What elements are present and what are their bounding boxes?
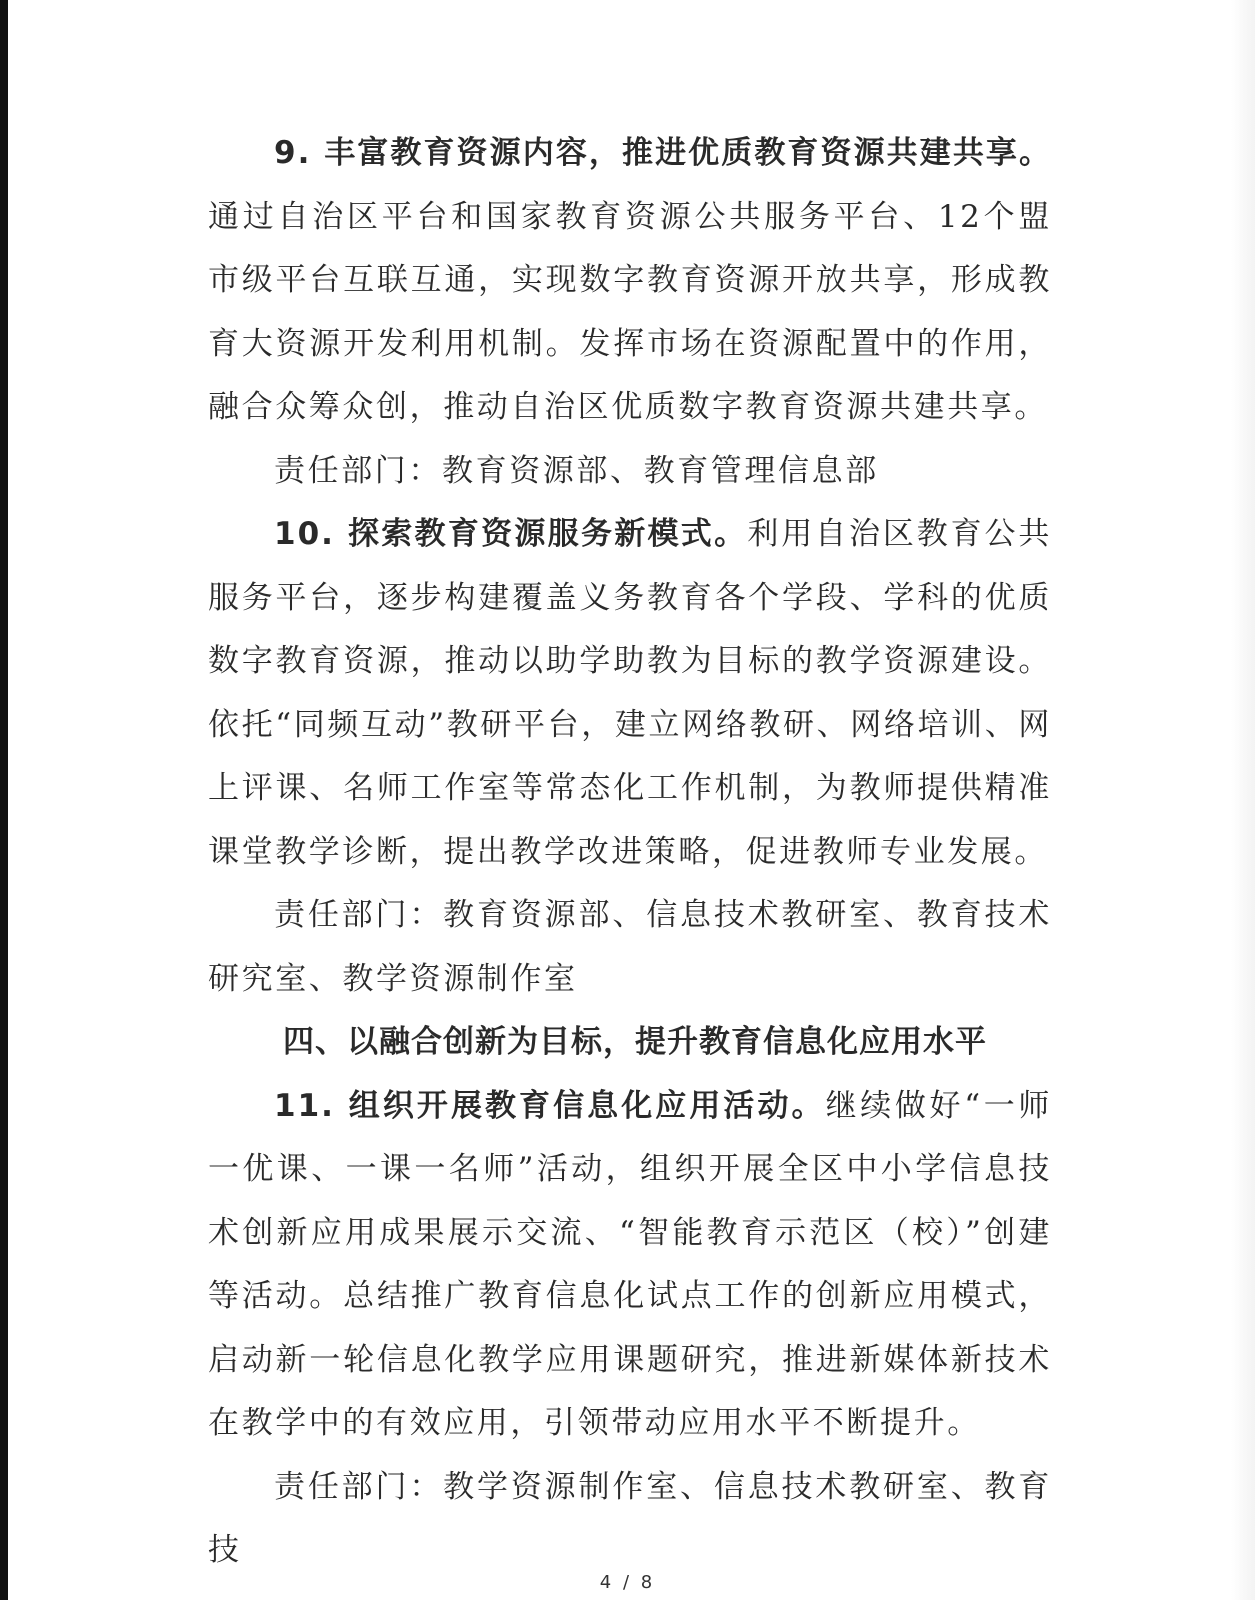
- item-10-responsible: 责任部门：教育资源部、信息技术教研室、教育技术研究室、教学资源制作室: [208, 897, 1052, 997]
- item-11-body: 继续做好“一师一优课、一课一名师”活动，组织开展全区中小学信息技术创新应用成果展示交流、“智能教育示范区（校）”创建等活动。总结推广教育信息化试点工作的创新应用模式，启动新一轮信息化教学应用课题研究，推进新媒体新技术在教学中的有效应用，引领带动应用水平不断提升。: [208, 1087, 1052, 1441]
- item-10-body: 利用自治区教育公共服务平台，逐步构建覆盖义务教育各个学段、学科的优质数字教育资源，推动以助学助教为目标的教学资源建设。依托“同频互动”教研平台，建立网络教研、网络培训、网上评课、名师工作室等常态化工作机制，为教师提供精准课堂教学诊断，提出教学改进策略，促进教师专业发展。: [208, 516, 1052, 870]
- item-11-paragraph: [208, 1075, 1052, 1456]
- scan-left-edge: [0, 0, 8, 1600]
- item-11-responsible: 责任部门：教学资源制作室、信息技术教研室、教育技: [208, 1468, 1052, 1568]
- page-number: 4 / 8: [599, 1572, 656, 1593]
- section-heading: 四、以融合创新为目标，提升教育信息化应用水平: [283, 1024, 987, 1060]
- item-9-body: 通过自治区平台和国家教育资源公共服务平台、12个盟市级平台互联互通，实现数字教育资源开放共享，形成教育大资源开发利用机制。发挥市场在资源配置中的作用，融合众筹众创，推动自治区优质数字教育资源共建共享。: [208, 198, 1052, 425]
- item-10-lead: 10. 探索教育资源服务新模式。: [274, 516, 748, 552]
- item-9-paragraph: [208, 122, 1052, 440]
- item-9-lead: 9. 丰富教育资源内容，推进优质教育资源共建共享。: [274, 135, 1052, 171]
- document-page: [208, 122, 1052, 1583]
- item-10-paragraph: [208, 503, 1052, 884]
- item-11-lead: 11. 组织开展教育信息化应用活动。: [274, 1087, 826, 1124]
- scan-right-shade: [1231, 0, 1255, 1600]
- item-9-responsible: 责任部门：教育资源部、教育管理信息部: [274, 452, 879, 489]
